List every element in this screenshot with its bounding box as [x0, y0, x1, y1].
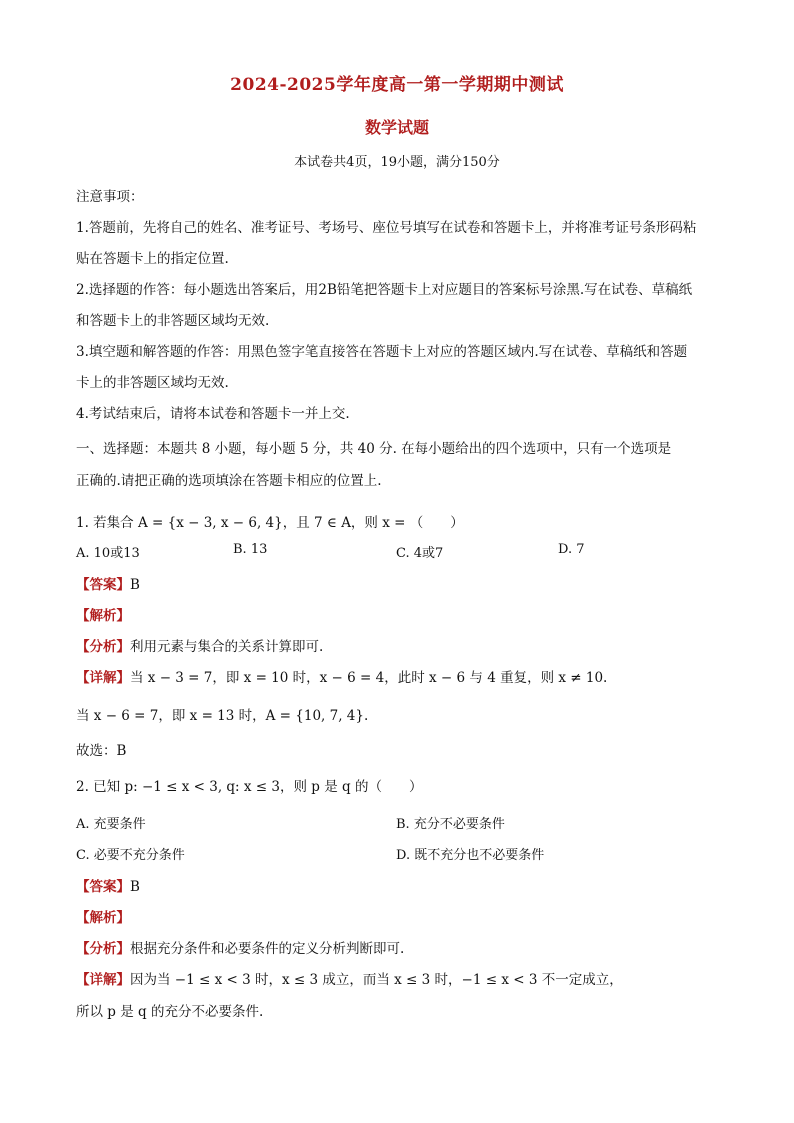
note-3-line-2: 卡上的非答题区域均无效.: [76, 375, 229, 391]
note-2-line-1: 2.选择题的作答：每小题选出答案后，用2B铅笔把答题卡上对应题目的答案标号涂黑.写在试卷、草稿纸: [76, 282, 693, 298]
q2-option-b: B. 充分不必要条件: [396, 817, 505, 832]
q2-fenxi-text: 根据充分条件和必要条件的定义分析判断即可.: [130, 941, 405, 957]
q2-answer: [76, 875, 140, 895]
q2-stem: 2. 已知 p: −1 ≤ x < 3, q: x ≤ 3，则 p 是 q 的（ ）: [76, 779, 423, 795]
q1-fenxi: [76, 635, 323, 655]
q2-answer-tag: 【答案】: [76, 879, 130, 895]
q1-answer-tag: 【答案】: [76, 577, 130, 593]
q1-answer: [76, 573, 140, 593]
q1-stem: 1. 若集合 A = {x − 3, x − 6, 4}，且 7 ∈ A，则 x = （ ）: [76, 515, 464, 531]
q1-option-d: D. 7: [558, 542, 585, 557]
notes-heading: 注意事项：: [76, 189, 144, 205]
q2-option-a: A. 充要条件: [76, 817, 146, 832]
q2-option-c: C. 必要不充分条件: [76, 848, 185, 863]
q2-xiangjie: [76, 968, 623, 988]
section-1-intro-line-1: 一、选择题：本题共 8 小题，每小题 5 分，共 40 分. 在每小题给出的四个选项中，只有一个选项是: [76, 441, 672, 457]
q1-fenxi-text: 利用元素与集合的关系计算即可.: [130, 639, 324, 655]
q2-option-d: D. 既不充分也不必要条件: [396, 848, 545, 863]
q1-detail-line-2: 当 x − 6 = 7，即 x = 13 时，A = {10, 7, 4}.: [76, 708, 369, 724]
q1-option-a: A. 10或13: [76, 546, 140, 561]
q1-choice: 故选：B: [76, 743, 127, 759]
q1-xiangjie-tag: 【详解】: [76, 670, 130, 686]
q1-option-c: C. 4或7: [396, 546, 444, 561]
q1-analysis-tag: 【解析】: [76, 608, 130, 624]
q2-analysis-tag: 【解析】: [76, 910, 130, 926]
exam-subject: 数学试题: [364, 118, 429, 137]
note-2-line-2: 和答题卡上的非答题区域均无效.: [76, 313, 270, 329]
q1-option-b: B. 13: [233, 542, 268, 557]
exam-meta: 本试卷共4页，19小题，满分150分: [294, 155, 500, 170]
q2-fenxi-tag: 【分析】: [76, 941, 130, 957]
section-1-intro-line-2: 正确的.请把正确的选项填涂在答题卡相应的位置上.: [76, 473, 382, 489]
q2-answer-value: B: [130, 879, 140, 895]
q2-fenxi: [76, 937, 404, 957]
q1-xiangjie: [76, 666, 607, 686]
note-1-line-1: 1.答题前，先将自己的姓名、准考证号、考场号、座位号填写在试卷和答题卡上，并将准考证号条形码粘: [76, 220, 697, 236]
exam-title: 2024-2025学年度高一第一学期期中测试: [230, 75, 564, 95]
q1-fenxi-tag: 【分析】: [76, 639, 130, 655]
q1-xiangjie-text: 当 x − 3 = 7，即 x = 10 时，x − 6 = 4，此时 x − 6 与 4 重复，则 x ≠ 10.: [130, 670, 608, 686]
note-3-line-1: 3.填空题和解答题的作答：用黑色签字笔直接答在答题卡上对应的答题区域内.写在试卷、草稿纸和答题: [76, 344, 688, 360]
note-1-line-2: 贴在答题卡上的指定位置.: [76, 251, 229, 267]
q2-xiangjie-text: 因为当 −1 ≤ x < 3 时，x ≤ 3 成立，而当 x ≤ 3 时，−1 ≤ x < 3 不一定成立，: [130, 972, 623, 988]
q2-conclusion: 所以 p 是 q 的充分不必要条件.: [76, 1004, 264, 1020]
q2-xiangjie-tag: 【详解】: [76, 972, 130, 988]
q1-answer-value: B: [130, 577, 140, 593]
note-4: 4.考试结束后，请将本试卷和答题卡一并上交.: [76, 406, 350, 422]
